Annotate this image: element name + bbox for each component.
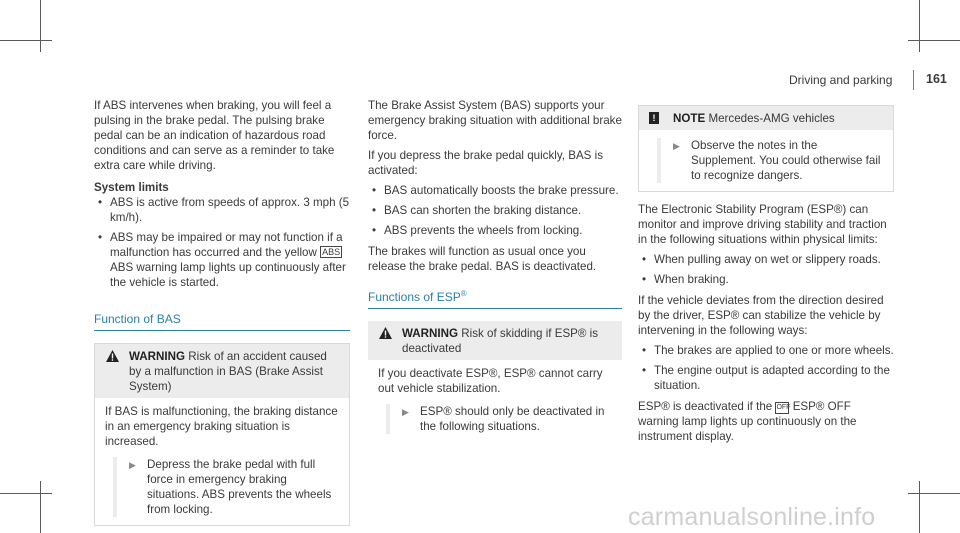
abs-warning-icon: ABS	[322, 247, 341, 257]
list-item: • ABS is active from speeds of approx. 3 mph (5 km/h).	[98, 196, 350, 224]
warning-header	[368, 321, 622, 360]
page-number: 161	[926, 72, 947, 86]
step-text: Observe the notes in the Supplement. You could otherwise fail to recognize dangers.	[691, 139, 881, 182]
crop-mark	[919, 481, 920, 533]
step-arrow-icon: ▶	[402, 407, 409, 417]
warning-text: Risk of an accident caused by a malfunction in BAS (Brake Assist System)	[129, 350, 327, 393]
bas-activation: If you depress the brake pedal quickly, BAS is activated:	[368, 149, 604, 177]
crop-mark	[908, 493, 960, 494]
warning-triangle-icon	[106, 350, 119, 362]
bas-section-title: Function of BAS	[94, 312, 350, 331]
step-arrow-icon: ▶	[673, 141, 680, 151]
crop-mark	[40, 0, 41, 52]
system-limits-heading: System limits	[94, 181, 169, 194]
crop-mark	[908, 40, 960, 41]
warning-triangle-icon	[379, 327, 392, 339]
header-divider	[913, 70, 914, 90]
step-arrow-icon: ▶	[129, 460, 136, 470]
esp-off-icon: OFF	[775, 402, 789, 414]
warning-label: WARNING	[402, 327, 459, 340]
esp-intervention: If the vehicle deviates from the direction desired by the driver, ESP® can stabilize the vehicle by intervening in the following ways:	[638, 294, 884, 337]
warning-body	[368, 360, 622, 442]
warning-header	[95, 344, 349, 398]
esp-situations-list	[638, 252, 894, 287]
exclamation-icon: !	[649, 112, 659, 124]
warning-text: Risk of skidding if ESP® is deactivated	[402, 327, 599, 355]
column-2	[368, 98, 622, 442]
warning-label: WARNING	[129, 350, 186, 363]
crop-mark	[919, 0, 920, 52]
instruction-step	[657, 138, 883, 183]
list-item: • ABS may be impaired or may not function if a malfunction has occurred and the yellow ABS ABS warning lamp lights up continuously after the vehicle is started.	[98, 231, 346, 289]
note-body	[639, 130, 893, 191]
instruction-step	[113, 457, 339, 517]
esp-ways-list	[638, 343, 894, 393]
note-box	[638, 105, 894, 192]
warning-box	[368, 321, 622, 442]
bas-intro: The Brake Assist System (BAS) supports your emergency braking situation with additional brake force.	[368, 99, 622, 142]
list-item: • The engine output is adapted according to the situation.	[642, 364, 890, 392]
column-3	[638, 98, 894, 449]
column-1	[94, 98, 350, 526]
bas-list	[368, 183, 622, 238]
warning-description: If you deactivate ESP®, ESP® cannot carry out vehicle stabilization.	[378, 367, 603, 395]
warning-box	[94, 343, 350, 526]
list-item: • When pulling away on wet or slippery roads.	[642, 253, 881, 266]
note-label: NOTE	[673, 112, 706, 125]
warning-description: If BAS is malfunctioning, the braking distance in an emergency braking situation is increased.	[105, 405, 338, 448]
esp-intro: The Electronic Stability Program (ESP®) can monitor and improve driving stability and traction in the following situations within physical limits:	[638, 203, 887, 246]
crop-mark	[40, 481, 41, 533]
step-text: ESP® should only be deactivated in the following situations.	[420, 405, 605, 433]
crop-mark	[0, 493, 52, 494]
note-text: Mercedes-AMG vehicles	[708, 112, 835, 125]
crop-mark	[0, 40, 52, 41]
list-item: • BAS automatically boosts the brake pressure.	[372, 184, 619, 197]
bas-outro: The brakes will function as usual once you release the brake pedal. BAS is deactivated.	[368, 245, 597, 273]
esp-section-title: Functions of ESP®	[368, 290, 622, 309]
instruction-step	[386, 404, 612, 434]
note-header	[639, 106, 893, 130]
watermark: carmanualsonline.info	[628, 503, 876, 531]
list-item: • ABS prevents the wheels from locking.	[372, 224, 583, 237]
list-item: • The brakes are applied to one or more wheels.	[642, 344, 894, 357]
section-header: Driving and parking	[789, 73, 893, 87]
limits-list	[94, 195, 350, 290]
step-text: Depress the brake pedal with full force in emergency braking situations. ABS prevents the wheels from locking.	[147, 458, 332, 516]
esp-deactivated: ESP® is deactivated if the OFF ESP® OFF warning lamp lights up continuously on the instrument display.	[638, 400, 857, 443]
list-item: • BAS can shorten the braking distance.	[372, 204, 582, 217]
warning-body	[95, 398, 349, 525]
abs-intro: If ABS intervenes when braking, you will feel a pulsing in the brake pedal. The pulsing brake pedal can be an indication of hazardous road conditions and can serve as a reminder to take extra care while driving.	[94, 99, 335, 172]
list-item: • When braking.	[642, 273, 729, 286]
